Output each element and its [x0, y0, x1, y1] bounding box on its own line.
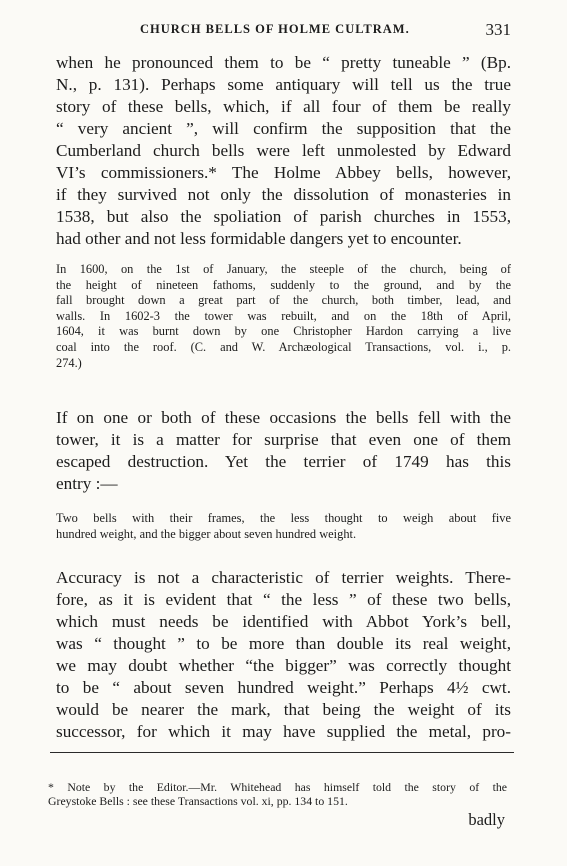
text-line: VI’s commissioners.* The Holme Abbey bells, however, [56, 163, 511, 182]
quote-line: walls. In 1602-3 the tower was rebuilt, and on the 18th of April, [56, 308, 511, 323]
quote-line: the height of nineteen fathoms, suddenly to the ground, and by the [56, 277, 511, 292]
text-line: escaped destruction. Yet the terrier of 1749 has this [56, 452, 511, 471]
quote-line: In 1600, on the 1st of January, the steeple of the church, being of [56, 262, 511, 276]
footnote [48, 780, 507, 808]
footnote-line: * Note by the Editor.—Mr. Whitehead has himself told the story of the [48, 780, 507, 794]
text-line: when he pronounced them to be “ pretty tuneable ” (Bp. [56, 53, 511, 72]
catchword: badly [468, 810, 505, 829]
text-line: Accuracy is not a characteristic of terrier weights. There- [56, 568, 511, 587]
text-line: 1538, but also the spoliation of parish churches in 1553, [56, 207, 511, 226]
paragraph-3 [56, 567, 511, 743]
text-line: entry :— [56, 474, 118, 493]
paragraph-2 [56, 407, 511, 495]
text-line: had other and not less formidable dangers yet to encounter. [56, 229, 462, 248]
text-line: was “ thought ” to be more than double its real weight, [56, 634, 511, 653]
quote-line: coal into the roof. (C. and W. Archæological Transactions, vol. i., p. [56, 339, 511, 354]
text-line: tower, it is a matter for surprise that even one of them [56, 430, 511, 449]
text-line: Cumberland church bells were left unmolested by Edward [56, 141, 511, 160]
page-number: 331 [485, 20, 511, 39]
quote-line: 1604, it was burnt down by one Christopher Hardon carrying a live [56, 324, 511, 339]
text-line: would be nearer the mark, that being the weight of its [56, 700, 511, 719]
text-line: fore, as it is evident that “ the less ” of these two bells, [56, 590, 511, 609]
paragraph-1 [56, 52, 511, 250]
text-line: If on one or both of these occasions the bells fell with the [56, 408, 511, 427]
quotation-1 [56, 262, 511, 371]
quote-line: 274.) [56, 355, 82, 370]
text-line: to be “ about seven hundred weight.” Perhaps 4½ cwt. [56, 678, 511, 697]
footnote-line: Greystoke Bells : see these Transactions vol. xi, pp. 134 to 151. [48, 794, 348, 808]
text-line: story of these bells, which, if all four of them be really [56, 97, 511, 116]
footnote-rule [50, 752, 514, 753]
running-title: CHURCH BELLS OF HOLME CULTRAM. [140, 22, 410, 36]
text-line: we may doubt whether “the bigger” was correctly thought [56, 656, 511, 675]
text-line: N., p. 131). Perhaps some antiquary will tell us the true [56, 75, 511, 94]
quote-line: fall brought down a great part of the church, both timber, lead, and [56, 293, 511, 308]
text-line: “ very ancient ”, will confirm the supposition that the [56, 119, 511, 138]
text-line: successor, for which it may have supplied the metal, pro- [56, 722, 511, 741]
text-line: which must needs be identified with Abbot York’s bell, [56, 612, 511, 631]
quotation-2 [56, 511, 511, 542]
quote-line: hundred weight, and the bigger about seven hundred weight. [56, 526, 357, 541]
running-head [56, 20, 511, 42]
text-line: if they survived not only the dissolution of monasteries in [56, 185, 511, 204]
quote-line: Two bells with their frames, the less thought to weigh about five [56, 511, 511, 525]
